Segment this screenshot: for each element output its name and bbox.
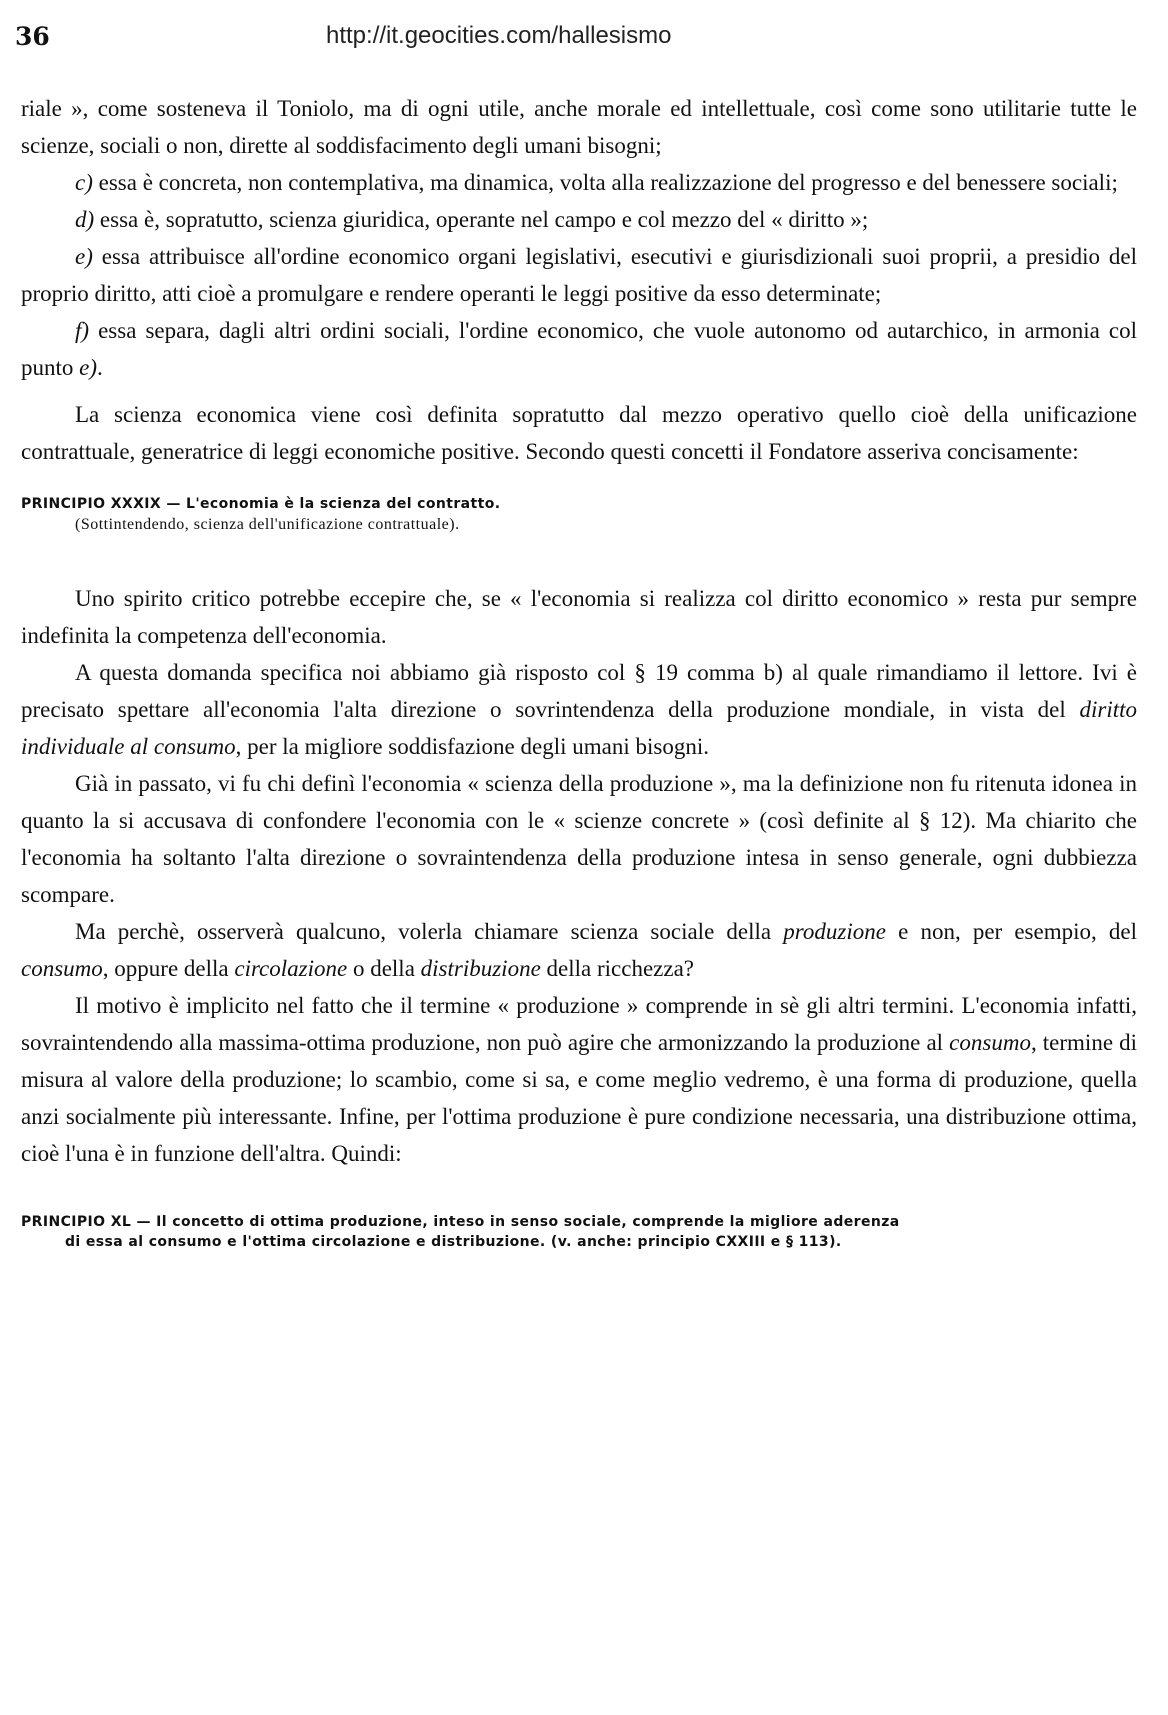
item-label-c: c) — [75, 170, 93, 195]
question-text-c: , oppure della — [102, 956, 235, 981]
item-label-d: d) — [75, 207, 95, 232]
principle-40-line-1: PRINCIPIO XL — Il concetto di ottima produzione, inteso in senso sociale, comprende la migliore aderenza — [21, 1214, 900, 1230]
item-text-f: essa separa, dagli altri ordini sociali, l'ordine economico, che vuole autonomo od autarchico, in armonia col punto — [21, 318, 1137, 380]
paragraph-definition: La scienza economica viene così definita sopratutto dal mezzo operativo quello cioè della unificazione contrattuale, generatrice di leggi economiche positive. Secondo questi concetti il Fondatore asseriva concisamente: — [21, 402, 1137, 464]
principle-39-block — [21, 494, 1137, 536]
paragraph-answer — [21, 654, 1137, 765]
question-text-e: della ricchezza? — [540, 956, 694, 981]
paragraph-item-f — [21, 312, 1137, 386]
motive-text-b: , termine di misura al valore della produzione; lo scambio, come si sa, e come meglio vedremo, è una forma di produzione, quella anzi socialmente più interessante. Infine, per l'ottima produzione è pure condizione necessaria, una distribuzione ottima, cioè l'una è in funzione dell'altra. Quindi: — [21, 1030, 1138, 1166]
answer-emphasis: diritto individuale al consumo — [21, 697, 1137, 759]
item-label-f: f) — [75, 318, 90, 343]
item-text-e: essa attribuisce all'ordine economico organi legislativi, esecutivi e giurisdizionali suoi proprii, a presidio del proprio diritto, atti cioè a promulgare e rendere operanti le leggi positive da esso determinate; — [21, 244, 1137, 306]
question-text-a: Ma perchè, osserverà qualcuno, volerla chiamare scienza sociale della — [75, 919, 784, 944]
question-em-produzione: produzione — [783, 919, 886, 944]
answer-text-a: A questa domanda specifica noi abbiamo già risposto col § 19 comma b) al quale rimandiamo il lettore. Ivi è precisato spettare all'economia l'alta direzione o sovrintendenza della produzione mondiale, in vista del — [21, 660, 1137, 722]
paragraph-past: Già in passato, vi fu chi definì l'economia « scienza della produzione », ma la definizione non fu ritenuta idonea in quanto la si accusava di confondere l'economia con le « scienze concrete » (così definite al § 12). Ma chiarito che l'economia ha soltanto l'alta direzione o sovraintendenza della produzione intesa in senso generale, ogni dubbiezza scompare. — [21, 771, 1137, 907]
page-number: 36 — [15, 22, 50, 51]
body-text — [21, 90, 1137, 1252]
page-header — [0, 18, 1168, 58]
paragraph-question — [21, 913, 1137, 987]
motive-text-a: Il motivo è implicito nel fatto che il termine « produzione » comprende in sè gli altri termini. L'economia infatti, sovraintendendo alla massima-ottima produzione, non può agire che armonizzando la produzione al — [21, 993, 1137, 1055]
question-em-distribuzione: distribuzione — [420, 956, 541, 981]
source-url: http://it.geocities.com/hallesismo — [326, 22, 672, 49]
paragraph-item-d — [21, 201, 1137, 238]
paragraph-continuation: riale », come sosteneva il Toniolo, ma di ogni utile, anche morale ed intellettuale, così come sono utilitarie tutte le scienze, sociali o non, dirette al soddisfacimento degli umani bisogni; — [21, 96, 1137, 158]
item-text-d: essa è, sopratutto, scienza giuridica, operante nel campo e col mezzo del « diritto »; — [94, 207, 869, 232]
principle-39-title: PRINCIPIO XXXIX — L'economia è la scienza del contratto. — [21, 496, 501, 512]
principle-39-note: (Sottintendendo, scienza dell'unificazione contrattuale). — [75, 516, 460, 533]
paragraph-motive — [21, 987, 1137, 1172]
question-text-b: e non, per esempio, del — [885, 919, 1137, 944]
principle-40-block — [21, 1212, 1137, 1252]
paragraph-item-c — [21, 164, 1137, 201]
item-text-c: essa è concreta, non contemplativa, ma dinamica, volta alla realizzazione del progresso e del benessere sociali; — [92, 170, 1118, 195]
motive-em-consumo: consumo — [949, 1030, 1031, 1055]
question-em-consumo: consumo — [21, 956, 103, 981]
item-text-f-end: . — [97, 355, 103, 380]
item-ref-e: e) — [79, 355, 98, 380]
item-label-e: e) — [75, 244, 93, 269]
question-text-d: o della — [347, 956, 421, 981]
paragraph-item-e — [21, 238, 1137, 312]
question-em-circolazione: circolazione — [234, 956, 348, 981]
paragraph-critic: Uno spirito critico potrebbe eccepire che, se « l'economia si realizza col diritto economico » resta pur sempre indefinita la competenza dell'economia. — [21, 586, 1137, 648]
principle-40-line-2: di essa al consumo e l'ottima circolazione e distribuzione. (v. anche: principio CXXIII e § 113). — [65, 1234, 842, 1250]
answer-text-b: , per la migliore soddisfazione degli umani bisogni. — [235, 734, 709, 759]
